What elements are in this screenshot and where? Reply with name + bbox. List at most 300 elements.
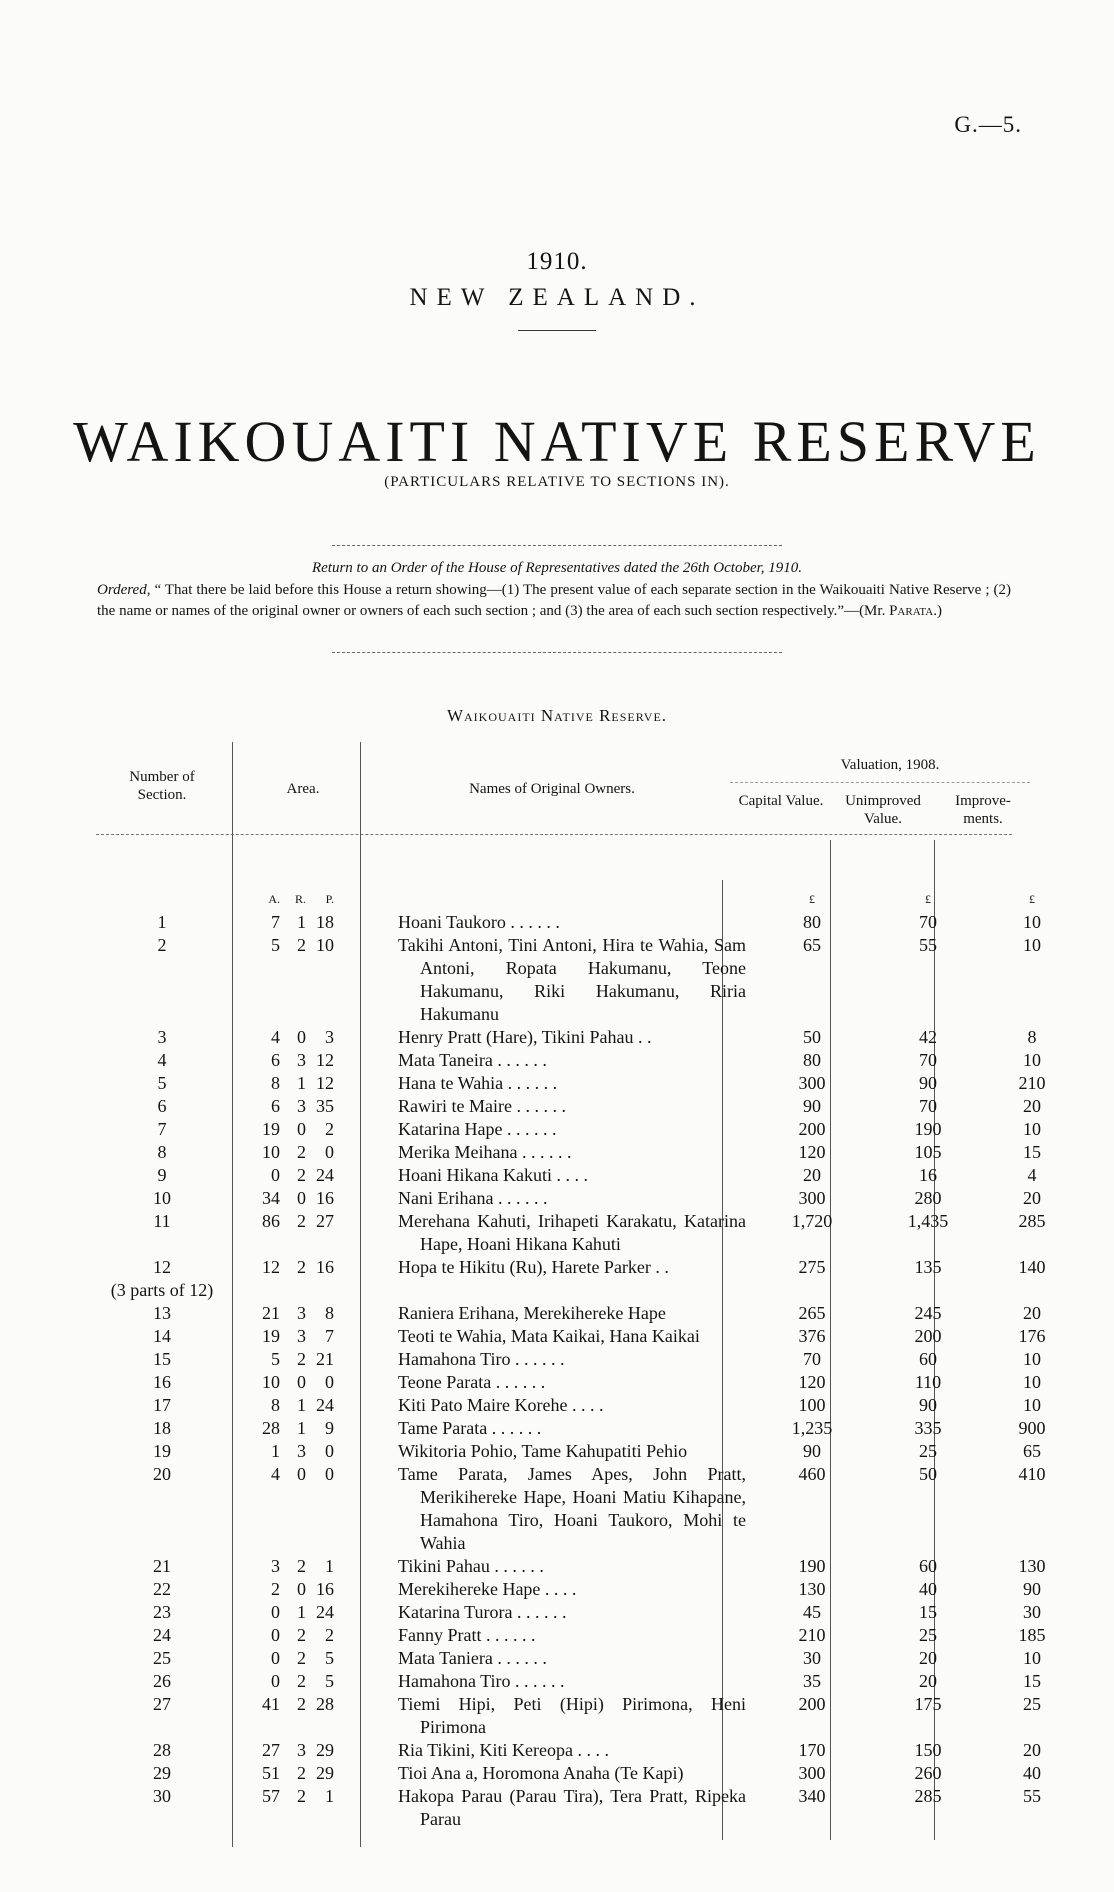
page-code: G.—5. [954, 112, 1022, 137]
area-acres: 0 [271, 1671, 280, 1691]
unimproved-value: 60 [919, 1556, 937, 1576]
area-perches: 16 [316, 1579, 334, 1599]
section-number: 21 [153, 1556, 171, 1576]
area-perches: 0 [325, 1464, 334, 1484]
country: NEW ZEALAND. [409, 284, 705, 311]
section-number: 22 [153, 1579, 171, 1599]
area-acres: 5 [271, 935, 280, 955]
area-perches: 1 [325, 1556, 334, 1576]
capital-value: 300 [798, 1763, 826, 1783]
improvements-value: 176 [1018, 1326, 1046, 1346]
improvements-value: 55 [1023, 1786, 1041, 1806]
area-roods: 3 [297, 1441, 306, 1461]
capital-value: 200 [798, 1119, 826, 1139]
area-perches: 16 [316, 1257, 334, 1277]
area-perches: 0 [325, 1142, 334, 1162]
area-roods: 3 [297, 1096, 306, 1116]
area-roods: 2 [297, 1211, 306, 1231]
area-acres: 34 [262, 1188, 280, 1208]
table-row [88, 1417, 1080, 1440]
area-roods: 0 [297, 1372, 306, 1392]
area-acres: 7 [271, 912, 280, 932]
owners-cell [378, 911, 752, 934]
area-cell [236, 1417, 378, 1440]
improvements-value: 185 [1018, 1625, 1046, 1645]
table-row [88, 1762, 1080, 1785]
owners-cell [378, 1371, 752, 1394]
area-perches: 0 [325, 1441, 334, 1461]
section-number: 17 [153, 1395, 171, 1415]
section-number: 30 [153, 1786, 171, 1806]
improvements-value: 40 [1023, 1763, 1041, 1783]
area-roods: 0 [297, 1027, 306, 1047]
owner-names: Henry Pratt (Hare), Tikini Pahau . . [398, 1027, 652, 1047]
owners-cell [378, 1440, 752, 1463]
section-number: 23 [153, 1602, 171, 1622]
area-perches: 1 [325, 1786, 334, 1806]
owner-names: Tioi Ana a, Horomona Anaha (Te Kapi) [398, 1763, 684, 1783]
area-roods: 0 [297, 1579, 306, 1599]
unimproved-value: 60 [919, 1349, 937, 1369]
area-cell [236, 1210, 378, 1256]
owner-names: Hakopa Parau (Parau Tira), Tera Pratt, Ripeka Parau [398, 1786, 746, 1829]
order-end: .) [933, 603, 942, 619]
unimproved-value: 90 [919, 1395, 937, 1415]
owners-cell [378, 1348, 752, 1371]
owners-cell [378, 1762, 752, 1785]
table-row [88, 1739, 1080, 1762]
owners-cell [378, 1693, 752, 1739]
area-acres: 27 [262, 1740, 280, 1760]
improvements-value: 15 [1023, 1671, 1041, 1691]
table-row [88, 1026, 1080, 1049]
area-roods: 2 [297, 1648, 306, 1668]
section-number: 26 [153, 1671, 171, 1691]
owners-cell [378, 934, 752, 1026]
area-cell [236, 1371, 378, 1394]
table-row [88, 1049, 1080, 1072]
area-cell [236, 1279, 378, 1302]
owner-names: Merika Meihana . . . . . . [398, 1142, 572, 1162]
owner-names: Mata Taneira . . . . . . [398, 1050, 547, 1070]
area-acres: 6 [271, 1050, 280, 1070]
capital-value: 120 [798, 1142, 826, 1162]
improvements-value: 10 [1023, 912, 1041, 932]
area-acres: 86 [262, 1211, 280, 1231]
area-roods: 0 [297, 1188, 306, 1208]
section-number: 15 [153, 1349, 171, 1369]
unimproved-value: 335 [914, 1418, 942, 1438]
capital-value: 50 [803, 1027, 821, 1047]
area-acres: 8 [271, 1395, 280, 1415]
area-acres: 5 [271, 1349, 280, 1369]
owners-cell [378, 1279, 752, 1302]
improvements-value: 20 [1023, 1188, 1041, 1208]
unimproved-value: 25 [919, 1441, 937, 1461]
area-roods: 2 [297, 1625, 306, 1645]
document-title: WAIKOUAITI NATIVE RESERVE [73, 409, 1041, 474]
table-row [88, 1371, 1080, 1394]
area-cell [236, 1555, 378, 1578]
capital-value: 90 [803, 1441, 821, 1461]
area-cell [236, 1739, 378, 1762]
area-cell [236, 1302, 378, 1325]
table-row [88, 1072, 1080, 1095]
table-row [88, 1279, 1080, 1302]
document-subtitle: (PARTICULARS RELATIVE TO SECTIONS IN). [384, 474, 730, 490]
area-acres: 3 [271, 1556, 280, 1576]
header-unimproved: Unimproved Value. [845, 793, 921, 827]
area-roods: 3 [297, 1303, 306, 1323]
area-acres: 1 [271, 1441, 280, 1461]
unimproved-value: 150 [914, 1740, 942, 1760]
section-number: 25 [153, 1648, 171, 1668]
order-member: Parata [889, 603, 934, 619]
unit-capital: £ [809, 892, 815, 906]
table-row [88, 1187, 1080, 1210]
area-acres: 41 [262, 1694, 280, 1714]
table-row [88, 1647, 1080, 1670]
area-acres: 21 [262, 1303, 280, 1323]
capital-value: 20 [803, 1165, 821, 1185]
improvements-value: 10 [1023, 1395, 1041, 1415]
capital-value: 210 [798, 1625, 826, 1645]
unit-perches: P. [325, 892, 334, 906]
area-cell [236, 1049, 378, 1072]
section-number: 13 [153, 1303, 171, 1323]
owners-cell [378, 1164, 752, 1187]
section-number: 11 [153, 1211, 171, 1231]
section-number: 1 [157, 912, 167, 932]
capital-value: 200 [798, 1694, 826, 1714]
header-rule [96, 834, 1012, 835]
owners-cell [378, 1555, 752, 1578]
area-perches: 24 [316, 1395, 334, 1415]
unimproved-value: 245 [914, 1303, 942, 1323]
owners-cell [378, 1624, 752, 1647]
improvements-value: 10 [1023, 1372, 1041, 1392]
section-number: 28 [153, 1740, 171, 1760]
owners-cell [378, 1647, 752, 1670]
section-number: 12 [153, 1257, 171, 1277]
table-row [88, 1164, 1080, 1187]
table-row [88, 1670, 1080, 1693]
area-roods: 3 [297, 1740, 306, 1760]
table-row [88, 1555, 1080, 1578]
unimproved-value: 25 [919, 1625, 937, 1645]
area-cell [236, 1325, 378, 1348]
area-acres: 0 [271, 1625, 280, 1645]
section-number: 8 [157, 1142, 167, 1162]
section-number: (3 parts of 12) [110, 1280, 214, 1300]
area-roods: 1 [297, 1602, 306, 1622]
improvements-value: 410 [1018, 1464, 1046, 1484]
owner-names: Wikitoria Pohio, Tame Kahupatiti Pehio [398, 1441, 688, 1461]
owner-names: Nani Erihana . . . . . . [398, 1188, 548, 1208]
area-acres: 0 [271, 1165, 280, 1185]
return-line: Return to an Order of the House of Representatives dated the 26th October, 1910. [311, 560, 803, 576]
order-paragraph [97, 580, 1011, 622]
area-acres: 0 [271, 1602, 280, 1622]
units-row [88, 888, 1080, 911]
section-number: 6 [157, 1096, 167, 1116]
unit-acres: A. [268, 892, 280, 906]
area-cell [236, 934, 378, 1026]
section-number: 3 [157, 1027, 167, 1047]
improvements-value: 65 [1023, 1441, 1041, 1461]
area-roods: 0 [297, 1464, 306, 1484]
improvements-value: 10 [1023, 1119, 1041, 1139]
capital-value: 275 [798, 1257, 826, 1277]
owner-names: Teone Parata . . . . . . [398, 1372, 546, 1392]
improvements-value: 900 [1018, 1418, 1046, 1438]
divider [332, 652, 782, 653]
section-number: 24 [153, 1625, 171, 1645]
owners-cell [378, 1256, 752, 1279]
owners-cell [378, 1072, 752, 1095]
area-cell [236, 1578, 378, 1601]
area-perches: 29 [316, 1763, 334, 1783]
owners-cell [378, 1601, 752, 1624]
section-number: 7 [157, 1119, 167, 1139]
area-acres: 51 [262, 1763, 280, 1783]
unimproved-value: 70 [919, 1096, 937, 1116]
area-roods: 3 [297, 1050, 306, 1070]
capital-value: 1,235 [791, 1418, 833, 1438]
area-cell [236, 1670, 378, 1693]
owners-cell [378, 1302, 752, 1325]
owner-names: Katarina Hape . . . . . . [398, 1119, 557, 1139]
area-acres: 0 [271, 1648, 280, 1668]
area-cell [236, 1394, 378, 1417]
header-area: Area. [286, 781, 320, 797]
section-number: 14 [153, 1326, 171, 1346]
capital-value: 340 [798, 1786, 826, 1806]
improvements-value: 10 [1023, 1349, 1041, 1369]
area-perches: 12 [316, 1073, 334, 1093]
capital-value: 1,720 [791, 1211, 833, 1231]
capital-value: 80 [803, 912, 821, 932]
area-cell [236, 1693, 378, 1739]
unimproved-value: 50 [919, 1464, 937, 1484]
owner-names: Kiti Pato Maire Korehe . . . . [398, 1395, 604, 1415]
table-row [88, 1440, 1080, 1463]
improvements-value: 20 [1023, 1096, 1041, 1116]
area-perches: 24 [316, 1602, 334, 1622]
unimproved-value: 260 [914, 1763, 942, 1783]
owner-names: Tame Parata, James Apes, John Pratt, Merikihereke Hape, Hoani Matiu Kihapane, Hamahona Tiro, Hoani Taukoro, Mohi te Wahia [398, 1464, 746, 1553]
capital-value: 460 [798, 1464, 826, 1484]
owner-names: Merehana Kahuti, Irihapeti Karakatu, Katarina Hape, Hoani Hikana Kahuti [398, 1211, 746, 1254]
valuation-rule [730, 782, 1030, 783]
area-acres: 19 [262, 1326, 280, 1346]
owners-cell [378, 1578, 752, 1601]
table-row [88, 1348, 1080, 1371]
owner-names: Takihi Antoni, Tini Antoni, Hira te Wahia, Sam Antoni, Ropata Hakumanu, Teone Hakumanu, Riki Hakumanu, Riria Hakumanu [398, 935, 746, 1024]
table-title: Waikouaiti Native Reserve. [446, 706, 668, 725]
owners-cell [378, 1026, 752, 1049]
unimproved-value: 20 [919, 1671, 937, 1691]
area-cell [236, 1785, 378, 1831]
improvements-value: 10 [1023, 1648, 1041, 1668]
owners-cell [378, 1463, 752, 1555]
improvements-value: 4 [1027, 1165, 1037, 1185]
unimproved-value [872, 1279, 984, 1302]
unimproved-value: 90 [919, 1073, 937, 1093]
owner-names: Hamahona Tiro . . . . . . [398, 1349, 565, 1369]
area-perches: 27 [316, 1211, 334, 1231]
owner-names: Tiemi Hipi, Peti (Hipi) Pirimona, Heni Pirimona [398, 1694, 746, 1737]
area-cell [236, 1624, 378, 1647]
owners-cell [378, 1210, 752, 1256]
improvements-value: 10 [1023, 935, 1041, 955]
section-number: 16 [153, 1372, 171, 1392]
table-row [88, 1785, 1080, 1831]
owner-names: Hoani Taukoro . . . . . . [398, 912, 560, 932]
unimproved-value: 105 [914, 1142, 942, 1162]
capital-value: 35 [803, 1671, 821, 1691]
capital-value: 300 [798, 1073, 826, 1093]
table-row [88, 1693, 1080, 1739]
unimproved-value: 15 [919, 1602, 937, 1622]
owners-cell [378, 1739, 752, 1762]
improvements-value: 285 [1018, 1211, 1046, 1231]
area-perches: 28 [316, 1694, 334, 1714]
improvements-value: 20 [1023, 1303, 1041, 1323]
table-row [88, 1325, 1080, 1348]
divider [332, 545, 782, 546]
capital-value: 80 [803, 1050, 821, 1070]
unit-roods: R. [294, 892, 306, 906]
owners-cell [378, 1187, 752, 1210]
improvements-value: 25 [1023, 1694, 1041, 1714]
area-acres: 19 [262, 1119, 280, 1139]
capital-value: 190 [798, 1556, 826, 1576]
section-number: 19 [153, 1441, 171, 1461]
improvements-value: 8 [1027, 1027, 1037, 1047]
owners-cell [378, 1118, 752, 1141]
area-perches: 5 [325, 1671, 334, 1691]
area-roods: 2 [297, 1763, 306, 1783]
area-acres: 4 [271, 1027, 280, 1047]
owners-cell [378, 1670, 752, 1693]
area-roods: 2 [297, 1165, 306, 1185]
area-roods: 1 [297, 1073, 306, 1093]
area-acres: 28 [262, 1418, 280, 1438]
area-acres: 6 [271, 1096, 280, 1116]
owner-names: Fanny Pratt . . . . . . [398, 1625, 536, 1645]
improvements-value: 90 [1023, 1579, 1041, 1599]
area-perches: 0 [325, 1372, 334, 1392]
unimproved-value: 20 [919, 1648, 937, 1668]
area-cell [236, 1348, 378, 1371]
capital-value: 300 [798, 1188, 826, 1208]
area-perches: 35 [316, 1096, 334, 1116]
improvements-value: 15 [1023, 1142, 1041, 1162]
owner-names: Teoti te Wahia, Mata Kaikai, Hana Kaikai [398, 1326, 700, 1346]
section-number: 20 [153, 1464, 171, 1484]
area-cell [236, 1141, 378, 1164]
area-roods: 2 [297, 935, 306, 955]
area-perches: 10 [316, 935, 334, 955]
unimproved-value: 175 [914, 1694, 942, 1714]
unimproved-value: 285 [914, 1786, 942, 1806]
improvements-value: 10 [1023, 1050, 1041, 1070]
area-acres: 12 [262, 1257, 280, 1277]
area-cell [236, 1072, 378, 1095]
improvements-value: 30 [1023, 1602, 1041, 1622]
header-names: Names of Original Owners. [469, 781, 635, 797]
section-number: 29 [153, 1763, 171, 1783]
area-acres: 10 [262, 1372, 280, 1392]
divider [518, 330, 596, 331]
improvements-value: 140 [1018, 1257, 1046, 1277]
owners-cell [378, 1325, 752, 1348]
area-cell [236, 1187, 378, 1210]
owners-cell [378, 1785, 752, 1831]
improvements-value [984, 1279, 1080, 1302]
section-number: 5 [157, 1073, 167, 1093]
area-cell [236, 1463, 378, 1555]
area-roods: 2 [297, 1786, 306, 1806]
area-cell [236, 1647, 378, 1670]
table-row [88, 1095, 1080, 1118]
area-perches: 7 [325, 1326, 334, 1346]
owners-cell [378, 1095, 752, 1118]
section-number: 10 [153, 1188, 171, 1208]
area-acres: 4 [271, 1464, 280, 1484]
owner-names: Hoani Hikana Kakuti . . . . [398, 1165, 588, 1185]
area-roods: 0 [297, 1119, 306, 1139]
unimproved-value: 200 [914, 1326, 942, 1346]
capital-value: 265 [798, 1303, 826, 1323]
area-perches: 2 [325, 1625, 334, 1645]
owner-names: Mata Taniera . . . . . . [398, 1648, 547, 1668]
capital-value: 45 [803, 1602, 821, 1622]
unimproved-value: 70 [919, 1050, 937, 1070]
area-cell [236, 1026, 378, 1049]
area-perches: 12 [316, 1050, 334, 1070]
capital-value [752, 1279, 872, 1302]
area-roods: 2 [297, 1142, 306, 1162]
unit-unimproved: £ [925, 892, 931, 906]
area-perches: 24 [316, 1165, 334, 1185]
owner-names: Rawiri te Maire . . . . . . [398, 1096, 566, 1116]
area-roods: 2 [297, 1556, 306, 1576]
sections-table [88, 888, 1080, 1831]
owner-names: Merekihereke Hape . . . . [398, 1579, 577, 1599]
table-row [88, 1302, 1080, 1325]
capital-value: 130 [798, 1579, 826, 1599]
area-cell [236, 1601, 378, 1624]
unimproved-value: 42 [919, 1027, 937, 1047]
table-row [88, 1601, 1080, 1624]
capital-value: 376 [798, 1326, 826, 1346]
area-cell [236, 1256, 378, 1279]
area-perches: 5 [325, 1648, 334, 1668]
owner-names: Hamahona Tiro . . . . . . [398, 1671, 565, 1691]
capital-value: 100 [798, 1395, 826, 1415]
area-perches: 2 [325, 1119, 334, 1139]
header-valuation: Valuation, 1908. [840, 757, 940, 773]
order-text: “ That there be laid before this House a return showing—(1) The present value of each separate section in the Waikouaiti Native Reserve ; (2) the name or names of the original owner or owners of each such section ; and (3) the area of each such section respectively.”—(Mr. [97, 582, 1011, 619]
area-perches: 8 [325, 1303, 334, 1323]
area-roods: 1 [297, 1418, 306, 1438]
owners-cell [378, 1049, 752, 1072]
order-label: Ordered, [97, 582, 151, 598]
capital-value: 70 [803, 1349, 821, 1369]
owner-names: Katarina Turora . . . . . . [398, 1602, 567, 1622]
